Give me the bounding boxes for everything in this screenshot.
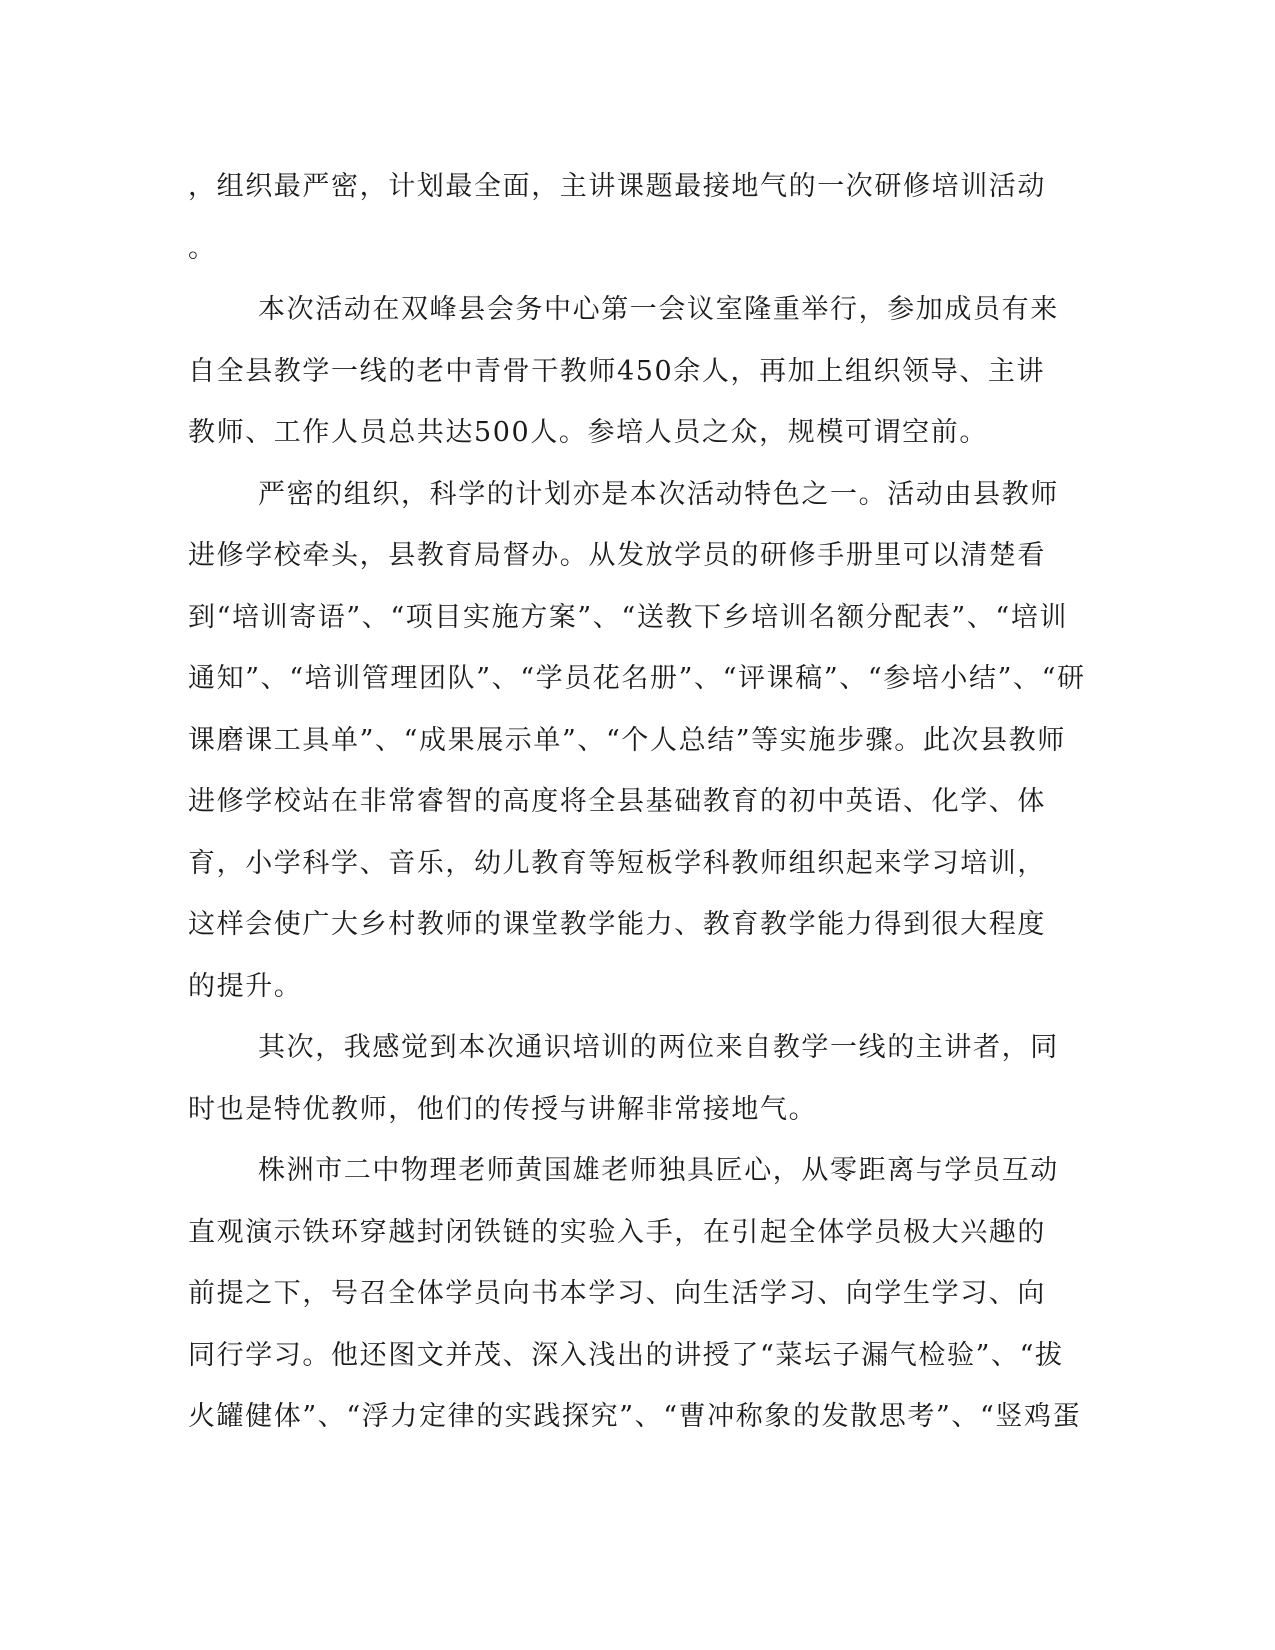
text-line: 火罐健体”、“浮力定律的实践探究”、“曹冲称象的发散思考”、“竖鸡蛋 (188, 1401, 1082, 1432)
text-line: 前提之下，号召全体学员向书本学习、向生活学习、向学生学习、向 (188, 1278, 1046, 1309)
text-line: 。 (188, 232, 217, 264)
text-line: 到“培训寄语”、“项目实施方案”、“送教下乡培训名额分配表”、“培训 (188, 601, 1069, 633)
text-line: 时也是特优教师，他们的传授与讲解非常接地气。 (188, 1093, 818, 1125)
document-body (188, 156, 1088, 1448)
text-line: 同行学习。他还图文并茂、深入浅出的讲授了“菜坛子漏气检验”、“拔 (188, 1339, 1064, 1371)
text-line: ，组织最严密，计划最全面，主讲课题最接地气的一次研修培训活动 (188, 171, 1046, 202)
text-line: 进修学校站在非常睿智的高度将全县基础教育的初中英语、化学、体 (188, 786, 1046, 817)
text-line: 自全县教学一线的老中青骨干教师450余人，再加上组织领导、主讲 (188, 355, 1046, 387)
text-line: 课磨课工具单”、“成果展示单”、“个人总结”等实施步骤。此次县教师 (188, 724, 1066, 756)
text-line: 教师、工作人员总共达500人。参培人员之众，规模可谓空前。 (188, 417, 988, 448)
text-line: 本次活动在双峰县会务中心第一会议室隆重举行，参加成员有来 (258, 294, 1059, 325)
text-line: 株洲市二中物理老师黄国雄老师独具匠心，从零距离与学员互动 (258, 1155, 1059, 1186)
text-line: 这样会使广大乡村教师的课堂教学能力、教育教学能力得到很大程度 (188, 909, 1046, 940)
text-line: 其次，我感觉到本次通识培训的两位来自教学一线的主讲者，同 (258, 1032, 1059, 1063)
text-line: 严密的组织，科学的计划亦是本次活动特色之一。活动由县教师 (258, 478, 1059, 510)
text-line: 通知”、“培训管理团队”、“学员花名册”、“评课稿”、“参培小结”、“研 (188, 663, 1086, 694)
text-line: 育，小学科学、音乐，幼儿教育等短板学科教师组织起来学习培训， (188, 847, 1046, 879)
text-line: 的提升。 (188, 970, 303, 1002)
text-line: 直观演示铁环穿越封闭铁链的实验入手，在引起全体学员极大兴趣的 (188, 1216, 1046, 1248)
text-line: 进修学校牵头，县教育局督办。从发放学员的研修手册里可以清楚看 (188, 540, 1046, 571)
